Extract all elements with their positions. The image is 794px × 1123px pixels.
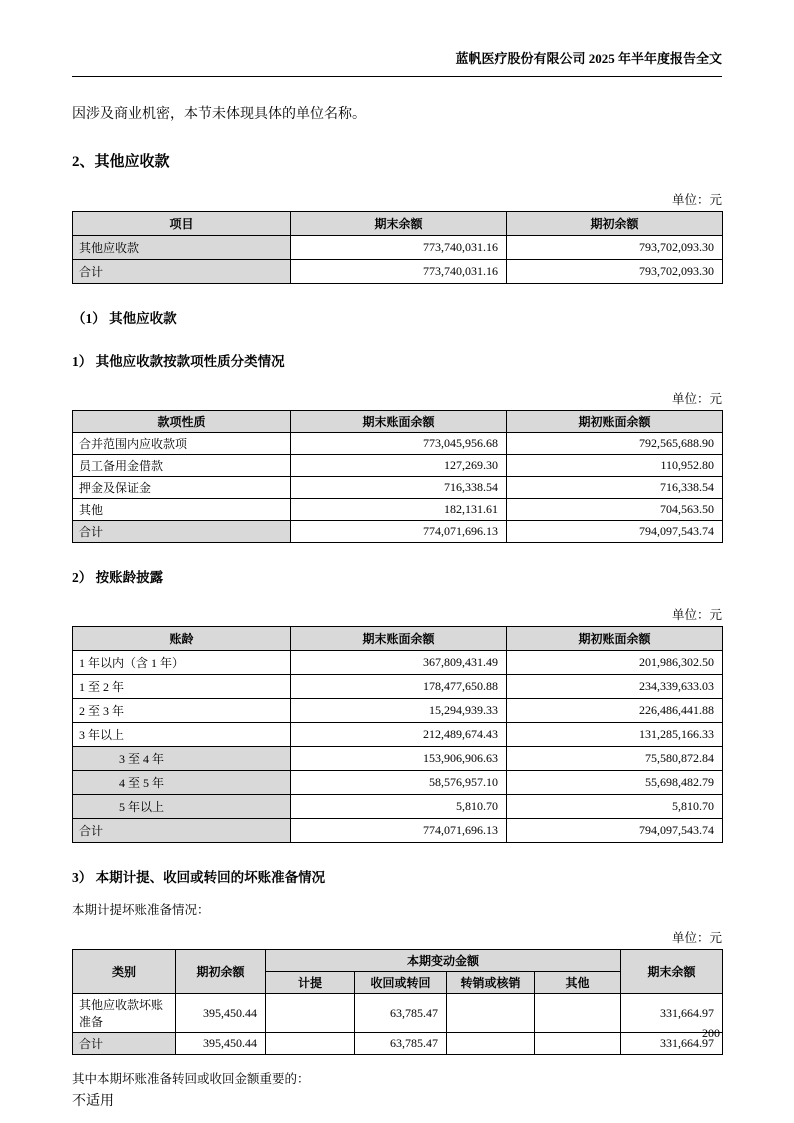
- row-label: 3 年以上: [73, 723, 291, 747]
- col-header-accrual: 计提: [266, 972, 355, 994]
- beginning-balance-cell: 131,285,166.33: [507, 723, 723, 747]
- ending-balance-cell: 774,071,696.13: [291, 819, 507, 843]
- unit-label: 单位：元: [671, 193, 722, 207]
- ending-balance-cell: 716,338.54: [291, 477, 507, 499]
- row-label: 1 年以内（含 1 年）: [73, 651, 291, 675]
- row-label: 2 至 3 年: [73, 699, 291, 723]
- beginning-balance-cell: 395,450.44: [176, 1033, 266, 1055]
- table-total-row: [73, 260, 723, 284]
- beginning-balance-cell: 793,702,093.30: [507, 260, 723, 284]
- col-header-ending-book-balance: 期末账面余额: [291, 627, 507, 651]
- row-label: 1 至 2 年: [73, 675, 291, 699]
- table-subrow: [73, 747, 723, 771]
- ending-balance-cell: 15,294,939.33: [291, 699, 507, 723]
- page-number: 200: [702, 1026, 720, 1040]
- table-row: [73, 675, 723, 699]
- summary-table: [72, 211, 723, 284]
- table-subrow: [73, 771, 723, 795]
- ending-balance-cell: 178,477,650.88: [291, 675, 507, 699]
- other-cell: [535, 994, 621, 1033]
- table-row: [73, 994, 723, 1033]
- beginning-balance-cell: 5,810.70: [507, 795, 723, 819]
- table-row: [73, 455, 723, 477]
- table-row: [73, 723, 723, 747]
- row-label: 5 年以上: [73, 795, 291, 819]
- row-label: 3 至 4 年: [73, 747, 291, 771]
- beginning-balance-cell: 234,339,633.03: [507, 675, 723, 699]
- recover-cell: 63,785.47: [355, 994, 447, 1033]
- subsection-title-other-receivables: （1） 其他应收款: [72, 311, 177, 326]
- row-label: 合计: [73, 260, 291, 284]
- subsection-title-bad-debt-provision: 3） 本期计提、收回或转回的坏账准备情况: [72, 870, 326, 885]
- table-row: [73, 433, 723, 455]
- table-row: [73, 699, 723, 723]
- table-row: [73, 651, 723, 675]
- table-row: [73, 236, 723, 260]
- row-label: 4 至 5 年: [73, 771, 291, 795]
- subsection-title-aging-disclosure: 2） 按账龄披露: [72, 570, 164, 585]
- row-label: 其他应收款: [73, 236, 291, 260]
- row-label: 员工备用金借款: [73, 455, 291, 477]
- section-title-other-receivables: 2、其他应收款: [72, 154, 170, 170]
- col-header-change-group: 本期变动金额: [266, 950, 621, 972]
- col-header-ending-balance: 期末余额: [291, 212, 507, 236]
- col-header-recover: 收回或转回: [355, 972, 447, 994]
- col-header-other: 其他: [535, 972, 621, 994]
- ending-balance-cell: 774,071,696.13: [291, 521, 507, 543]
- writeoff-cell: [447, 1033, 535, 1055]
- col-header-beginning-book-balance: 期初账面余额: [507, 411, 723, 433]
- row-label: 其他应收款坏账准备: [73, 994, 176, 1033]
- table-row: [73, 499, 723, 521]
- provision-table: [72, 949, 723, 1055]
- ending-balance-cell: 773,045,956.68: [291, 433, 507, 455]
- row-label: 其他: [73, 499, 291, 521]
- row-label: 合计: [73, 819, 291, 843]
- beginning-balance-cell: 395,450.44: [176, 994, 266, 1033]
- subsection-title-nature-classification: 1） 其他应收款按款项性质分类情况: [72, 354, 285, 369]
- provision-table-header-row-1: [73, 950, 723, 972]
- ending-balance-cell: 773,740,031.16: [291, 260, 507, 284]
- aging-table: [72, 626, 723, 843]
- beginning-balance-cell: 226,486,441.88: [507, 699, 723, 723]
- summary-table-header-row: [73, 212, 723, 236]
- col-header-item: 项目: [73, 212, 291, 236]
- row-label: 合并范围内应收款项: [73, 433, 291, 455]
- ending-balance-cell: 127,269.30: [291, 455, 507, 477]
- ending-balance-cell: 182,131.61: [291, 499, 507, 521]
- other-cell: [535, 1033, 621, 1055]
- document-header-title: 蓝帆医疗股份有限公司 2025 年半年度报告全文: [72, 48, 722, 77]
- ending-balance-cell: 367,809,431.49: [291, 651, 507, 675]
- ending-balance-cell: 212,489,674.43: [291, 723, 507, 747]
- beginning-balance-cell: 201,986,302.50: [507, 651, 723, 675]
- row-label: 押金及保证金: [73, 477, 291, 499]
- row-label: 合计: [73, 521, 291, 543]
- table-subrow: [73, 795, 723, 819]
- beginning-balance-cell: 75,580,872.84: [507, 747, 723, 771]
- col-header-nature: 款项性质: [73, 411, 291, 433]
- row-label: 合计: [73, 1033, 176, 1055]
- nature-table-header-row: [73, 411, 723, 433]
- beginning-balance-cell: 793,702,093.30: [507, 236, 723, 260]
- nature-table: [72, 410, 723, 543]
- unit-label: 单位：元: [671, 931, 722, 945]
- writeoff-cell: [447, 994, 535, 1033]
- beginning-balance-cell: 794,097,543.74: [507, 521, 723, 543]
- col-header-beginning-balance: 期初余额: [176, 950, 266, 994]
- col-header-ending-balance: 期末余额: [621, 950, 723, 994]
- col-header-aging: 账龄: [73, 627, 291, 651]
- table-total-row: [73, 1033, 723, 1055]
- beginning-balance-cell: 792,565,688.90: [507, 433, 723, 455]
- col-header-beginning-balance: 期初余额: [507, 212, 723, 236]
- ending-balance-cell: 153,906,906.63: [291, 747, 507, 771]
- beginning-balance-cell: 716,338.54: [507, 477, 723, 499]
- beginning-balance-cell: 794,097,543.74: [507, 819, 723, 843]
- table-total-row: [73, 819, 723, 843]
- accrual-cell: [266, 1033, 355, 1055]
- accrual-cell: [266, 994, 355, 1033]
- recover-cell: 63,785.47: [355, 1033, 447, 1055]
- ending-balance-cell: 331,664.97: [621, 994, 723, 1033]
- beginning-balance-cell: 704,563.50: [507, 499, 723, 521]
- note-value: 不适用: [72, 1094, 114, 1109]
- aging-table-header-row: [73, 627, 723, 651]
- table-row: [73, 477, 723, 499]
- beginning-balance-cell: 55,698,482.79: [507, 771, 723, 795]
- col-header-beginning-book-balance: 期初账面余额: [507, 627, 723, 651]
- unit-label: 单位：元: [671, 608, 722, 622]
- ending-balance-cell: 773,740,031.16: [291, 236, 507, 260]
- ending-balance-cell: 331,664.97: [621, 1033, 723, 1055]
- confidentiality-note: 因涉及商业机密，本节未体现具体的单位名称。: [72, 107, 366, 122]
- provision-intro-text: 本期计提坏账准备情况：: [72, 903, 210, 917]
- note-label: 其中本期坏账准备转回或收回金额重要的：: [72, 1072, 310, 1086]
- beginning-balance-cell: 110,952.80: [507, 455, 723, 477]
- table-total-row: [73, 521, 723, 543]
- col-header-category: 类别: [73, 950, 176, 994]
- unit-label: 单位：元: [671, 392, 722, 406]
- page-content: [72, 0, 722, 1110]
- ending-balance-cell: 5,810.70: [291, 795, 507, 819]
- ending-balance-cell: 58,576,957.10: [291, 771, 507, 795]
- col-header-ending-book-balance: 期末账面余额: [291, 411, 507, 433]
- col-header-writeoff: 转销或核销: [447, 972, 535, 994]
